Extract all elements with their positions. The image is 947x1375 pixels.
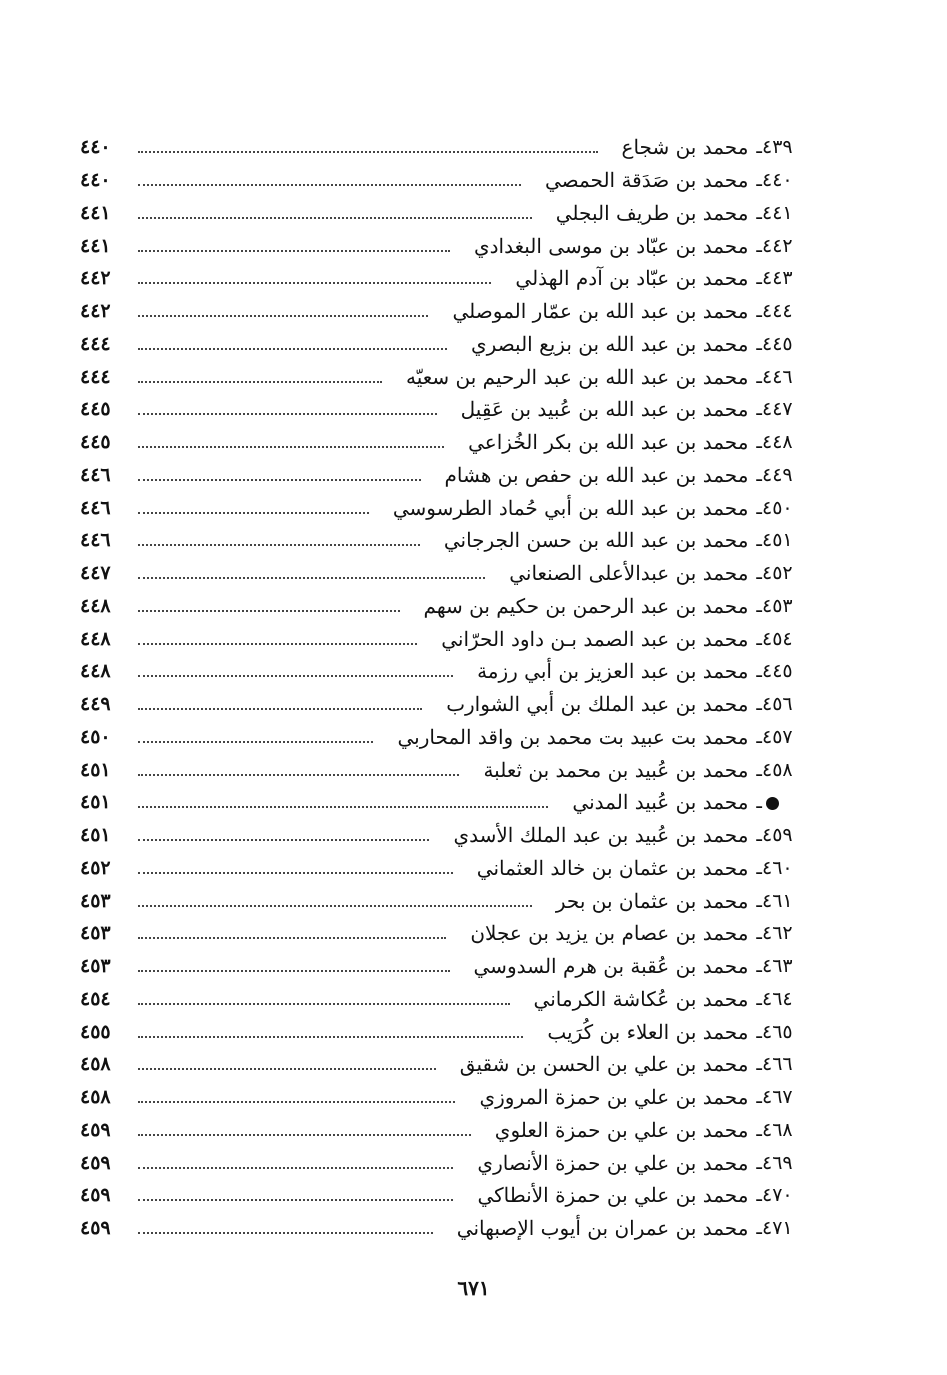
entry-dash: ـ [756, 300, 762, 323]
toc-entry [80, 1048, 828, 1081]
entry-page: ٤٤٦ [80, 463, 111, 486]
entry-number: ٤٦٠ [762, 856, 793, 879]
entry-number: ٤٦٧ [762, 1086, 793, 1109]
toc-entry [80, 131, 828, 164]
entry-number: ٤٥٠ [762, 496, 793, 519]
toc-entry [80, 295, 828, 328]
entry-page: ٤٤٤ [80, 365, 111, 388]
entry-page: ٤٥٩ [80, 1184, 111, 1207]
toc-entry [80, 622, 828, 655]
entry-number: ٤٦١ [762, 889, 793, 912]
entry-page: ٤٤٢ [80, 300, 111, 323]
entry-number: ٤٥٨ [762, 758, 793, 781]
page-number: ٦٧١ [457, 1276, 490, 1300]
dot-leader [138, 741, 373, 743]
dot-leader [138, 381, 382, 383]
entry-dash: ـ [756, 824, 762, 847]
dot-leader [138, 217, 532, 219]
entry-number: ٤٧١ [762, 1217, 793, 1240]
entry-page: ٤٤٦ [80, 496, 111, 519]
entry-title: محمد بن عبد الله بن عُبيد بن عَقِيل [460, 397, 749, 422]
entry-dash: ـ [756, 431, 762, 454]
toc-entry [80, 1179, 828, 1212]
entry-dash: ـ [756, 693, 762, 716]
dot-leader [138, 512, 369, 514]
entry-number: ٤٥٤ [762, 627, 793, 650]
dot-leader [138, 774, 459, 776]
toc-entry [80, 1212, 828, 1245]
entry-title: محمد بن عُكاشة الكرماني [533, 986, 749, 1011]
entry-number: ٤٦٢ [762, 922, 793, 945]
dot-leader [138, 348, 447, 350]
dot-leader [138, 413, 437, 415]
toc-entry [80, 655, 828, 688]
entry-title: محمد بن العلاء بن كُرَيب [547, 1019, 749, 1044]
entry-page: ٤٥٣ [80, 922, 111, 945]
entry-page: ٤٤٨ [80, 660, 111, 683]
dot-leader [138, 250, 450, 252]
entry-dash: ـ [756, 201, 762, 224]
entry-page: ٤٤٢ [80, 267, 111, 290]
dot-leader [138, 544, 420, 546]
toc-entry [80, 164, 828, 197]
entry-title: محمد بن عثمان بن خالد العثماني [476, 855, 749, 880]
entry-page: ٤٤٩ [80, 693, 111, 716]
entry-page: ٤٥٨ [80, 1053, 111, 1076]
entry-page: ٤٥٤ [80, 987, 111, 1010]
dot-leader [138, 1199, 453, 1201]
entry-title: محمد بن عمران بن أيوب الإصبهاني [456, 1216, 749, 1241]
entry-title: محمد بن صَدَقة الحمصي [544, 168, 749, 193]
entry-number: ٤٦٣ [762, 955, 793, 978]
entry-title: محمد بن عُبيد المدني [572, 790, 749, 815]
entry-title: محمد بن علي بن حمزة المروزي [479, 1085, 749, 1110]
entry-title: محمد بن عبد الله بن عبد الرحيم بن سعيّه [406, 364, 749, 389]
entry-title: محمد بن علي بن حمزة الأنصاري [477, 1150, 749, 1175]
dot-leader [138, 1036, 523, 1038]
entry-dash: ـ [756, 1184, 762, 1207]
toc-entry [80, 1114, 828, 1147]
toc-entry [80, 393, 828, 426]
entry-dash: ـ [756, 1151, 762, 1174]
entry-title: محمد بن عصام بن يزيد بن عجلان [470, 921, 749, 946]
entry-page: ٤٥٣ [80, 955, 111, 978]
entry-title: محمد بن علي بن حمزة العلوي [494, 1117, 749, 1142]
entry-page: ٤٤١ [80, 234, 111, 257]
entry-page: ٤٥٨ [80, 1086, 111, 1109]
entry-dash: ـ [756, 529, 762, 552]
toc-entry [80, 983, 828, 1016]
toc-entry [80, 229, 828, 262]
dot-leader [138, 1167, 453, 1169]
entry-title: محمد بن عبد الله بن بزيع البصري [471, 331, 749, 356]
entry-dash: ـ [756, 1217, 762, 1240]
entry-title: محمد بن عُقبة بن هرم السدوسي [473, 954, 749, 979]
entry-number: ٤٣٩ [762, 136, 793, 159]
entry-dash: ـ [756, 725, 762, 748]
dot-leader [138, 643, 417, 645]
entry-dash: ـ [756, 234, 762, 257]
dot-leader [138, 315, 428, 317]
entry-page: ٤٤٤ [80, 332, 111, 355]
dot-leader [138, 282, 491, 284]
toc-entry [80, 688, 828, 721]
entry-title: محمد بن عبدالأعلى الصنعاني [509, 561, 749, 586]
entry-number: ٤٤١ [762, 201, 793, 224]
entry-number: ٤٤٠ [762, 169, 793, 192]
toc-entry [80, 884, 828, 917]
toc-entry [80, 426, 828, 459]
dot-leader [138, 1101, 455, 1103]
entry-number: ٤٦٨ [762, 1118, 793, 1141]
entry-number: ٤٦٤ [762, 987, 793, 1010]
dot-leader [138, 151, 598, 153]
entry-dash: ـ [756, 856, 762, 879]
entry-title: محمد بن عبد الله بن حسن الجرجاني [443, 528, 749, 553]
entry-title: محمد بن عبّاد بن موسى البغدادي [473, 233, 749, 258]
entry-number: ٤٤٥ [762, 332, 793, 355]
toc-entry [80, 917, 828, 950]
entry-number: ٤٥٣ [762, 594, 793, 617]
entry-title: محمد بن عبّاد بن آدم الهذلي [515, 266, 749, 291]
dot-leader [138, 675, 453, 677]
entry-title: محمد بن عبد الرحمن بن حكيم بن سهم [423, 593, 749, 618]
toc-entry [80, 197, 828, 230]
entry-page: ٤٤٦ [80, 529, 111, 552]
entry-page: ٤٥٥ [80, 1020, 111, 1043]
entry-number: ٤٦٦ [762, 1053, 793, 1076]
entry-number: ٤٥٦ [762, 693, 793, 716]
toc-entry [80, 721, 828, 754]
entry-page: ٤٤٨ [80, 627, 111, 650]
dot-leader [138, 1003, 510, 1005]
entry-page: ٤٤٧ [80, 562, 111, 585]
toc-entry [80, 491, 828, 524]
entry-dash: ـ [756, 1086, 762, 1109]
entry-title: محمد بن عبد الله بن أبي حُماد الطرسوسي [392, 495, 749, 520]
toc-entry [80, 852, 828, 885]
entry-number: ٤٤٢ [762, 234, 793, 257]
entry-dash: ـ [756, 1118, 762, 1141]
entry-page: ٤٥١ [80, 791, 111, 814]
dot-leader [138, 839, 429, 841]
dot-leader [138, 1068, 436, 1070]
entry-number: ٤٦٩ [762, 1151, 793, 1174]
entry-number: ٤٤٩ [762, 463, 793, 486]
dot-leader [138, 577, 485, 579]
toc-entry [80, 262, 828, 295]
entry-dash: ـ [756, 987, 762, 1010]
toc-entry [80, 786, 828, 819]
dot-leader [138, 905, 532, 907]
entry-page: ٤٤٥ [80, 431, 111, 454]
dot-leader [138, 184, 521, 186]
entry-dash: ـ [756, 1053, 762, 1076]
entry-dash: ـ [756, 889, 762, 912]
toc-entry [80, 753, 828, 786]
dot-leader [138, 446, 444, 448]
entry-number: ٤٦٥ [762, 1020, 793, 1043]
entry-number: ٤٤٦ [762, 365, 793, 388]
toc-entry [80, 590, 828, 623]
entry-page: ٤٥٩ [80, 1151, 111, 1174]
entry-page: ٤٥١ [80, 758, 111, 781]
dot-leader [138, 708, 422, 710]
entry-dash: ـ [756, 791, 762, 814]
entry-title: محمد بن عبد الصمد بـن داود الحرّاني [441, 626, 749, 651]
entry-number: ٤٤٥ [762, 660, 793, 683]
table-of-contents [80, 131, 828, 1245]
entry-dash: ـ [756, 955, 762, 978]
entry-page: ٤٥٣ [80, 889, 111, 912]
entry-page: ٤٥٠ [80, 725, 111, 748]
entry-dash: ـ [756, 758, 762, 781]
toc-entry [80, 1146, 828, 1179]
entry-dash: ـ [756, 332, 762, 355]
dot-leader [138, 937, 446, 939]
entry-page: ٤٤٠ [80, 136, 111, 159]
entry-title: محمد بن عبد العزيز بن أبي رزمة [477, 659, 749, 684]
entry-title: محمد بن عبد الله بن عمّار الموصلي [452, 299, 749, 324]
entry-title: محمد بن علي بن حمزة الأنطاكي [477, 1183, 749, 1208]
entry-page: ٤٥٩ [80, 1217, 111, 1240]
entry-number: ٤٥٢ [762, 562, 793, 585]
toc-entry [80, 328, 828, 361]
entry-number: ٤٤٨ [762, 431, 793, 454]
entry-number: ٤٤٣ [762, 267, 793, 290]
entry-dash: ـ [756, 169, 762, 192]
toc-entry [80, 459, 828, 492]
entry-dash: ـ [756, 562, 762, 585]
entry-page: ٤٥٩ [80, 1118, 111, 1141]
entry-dash: ـ [756, 594, 762, 617]
entry-dash: ـ [756, 398, 762, 421]
entry-title: محمد بن عبد الله بن حفص بن هشام [444, 462, 749, 487]
entry-page: ٤٥٢ [80, 856, 111, 879]
entry-dash: ـ [756, 365, 762, 388]
entry-number: ٤٧٠ [762, 1184, 793, 1207]
toc-entry [80, 819, 828, 852]
toc-entry [80, 524, 828, 557]
entry-dash: ـ [756, 136, 762, 159]
entry-title: محمد بن شجاع [621, 135, 749, 160]
entry-title: محمد بن عبد الله بن بكر الخُزاعي [468, 430, 749, 455]
bullet-icon [766, 797, 779, 810]
dot-leader [138, 479, 421, 481]
toc-entry [80, 1015, 828, 1048]
entry-title: محمد بن طريف البجلي [555, 200, 749, 225]
toc-entry [80, 360, 828, 393]
entry-dash: ـ [756, 496, 762, 519]
entry-page: ٤٤٥ [80, 398, 111, 421]
entry-title: محمد بن عثمان بن بحر [555, 888, 749, 913]
toc-entry [80, 1081, 828, 1114]
entry-dash: ـ [756, 267, 762, 290]
entry-number: ٤٤٤ [762, 300, 793, 323]
entry-number [762, 791, 828, 813]
entry-number: ٤٤٧ [762, 398, 793, 421]
toc-entry [80, 557, 828, 590]
entry-title: محمد بن عبد الملك بن أبي الشوارب [446, 692, 749, 717]
entry-dash: ـ [756, 627, 762, 650]
dot-leader [138, 970, 450, 972]
dot-leader [138, 872, 453, 874]
dot-leader [138, 1134, 471, 1136]
dot-leader [138, 610, 400, 612]
entry-page: ٤٥١ [80, 824, 111, 847]
entry-dash: ـ [756, 463, 762, 486]
entry-dash: ـ [756, 922, 762, 945]
entry-number: ٤٥٩ [762, 824, 793, 847]
entry-title: محمد بن عُبيد بن عبد الملك الأسدي [453, 823, 749, 848]
dot-leader [138, 1232, 433, 1234]
entry-title: محمد بن علي بن الحسن بن شقيق [459, 1052, 749, 1077]
entry-page: ٤٤١ [80, 201, 111, 224]
entry-page: ٤٤٨ [80, 594, 111, 617]
entry-number: ٤٥٧ [762, 725, 793, 748]
toc-entry [80, 950, 828, 983]
entry-title: محمد بن عُبيد بن محمد بن ثعلبة [483, 757, 749, 782]
dot-leader [138, 806, 548, 808]
entry-page: ٤٤٠ [80, 169, 111, 192]
entry-number: ٤٥١ [762, 529, 793, 552]
entry-dash: ـ [756, 660, 762, 683]
entry-dash: ـ [756, 1020, 762, 1043]
entry-title: محمد بت عبيد بت محمد بن واقد المحاربي [397, 724, 749, 749]
